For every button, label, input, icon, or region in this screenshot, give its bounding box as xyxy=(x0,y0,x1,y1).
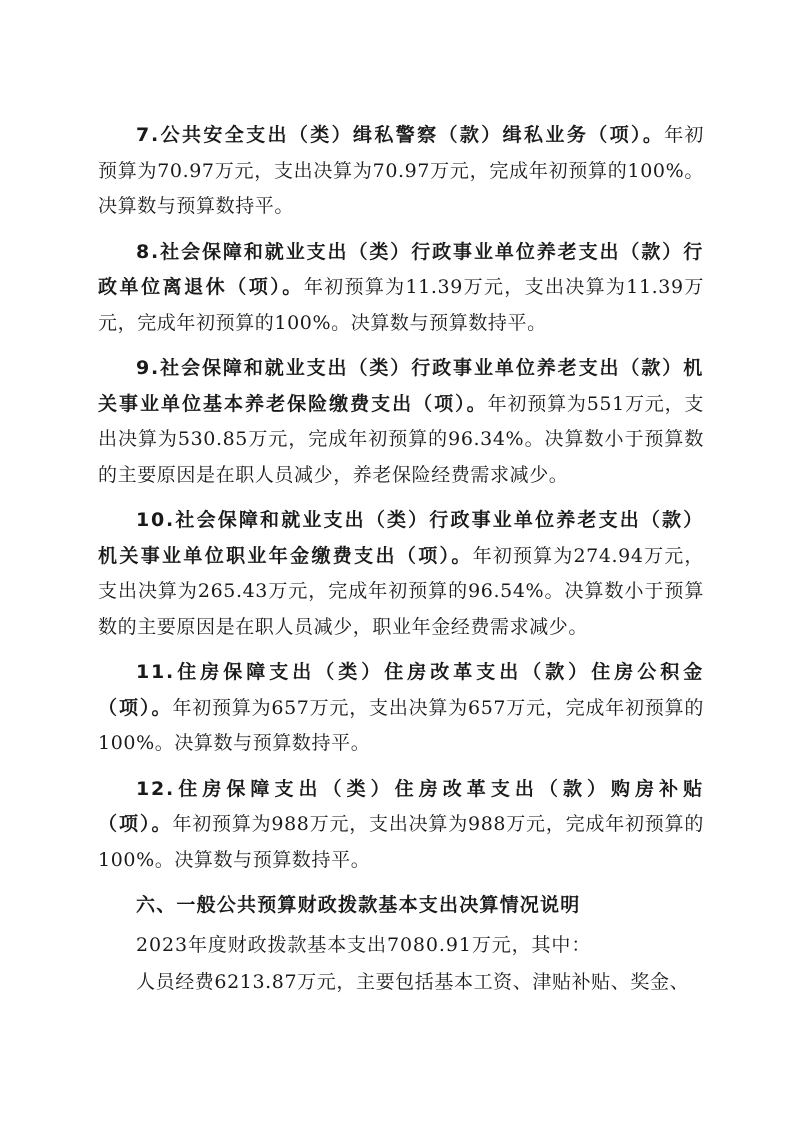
item-heading: 8.社会保障和就业支出（类）行政事业单位养老支出（款）行政单位离退休（项）。 xyxy=(98,240,704,298)
budget-item-10 xyxy=(98,503,704,645)
item-text: 年初预算为657万元，支出决算为657万元，完成年初预算的100%。决算数与预算数持平。 xyxy=(98,696,704,754)
item-heading: 7.公共安全支出（类）缉私警察（款）缉私业务（项）。 xyxy=(136,124,665,146)
personnel-line: 人员经费6213.87万元，主要包括基本工资、津贴补贴、奖金、 xyxy=(136,971,690,993)
item-heading: 12.住房保障支出（类）住房改革支出（款）购房补贴（项）。 xyxy=(98,777,704,835)
summary-line: 2023年度财政拨款基本支出7080.91万元，其中： xyxy=(136,933,592,956)
budget-item-11 xyxy=(98,655,704,762)
budget-item-9 xyxy=(98,351,704,493)
item-heading: 9.社会保障和就业支出（类）行政事业单位养老支出（款）机关事业单位基本养老保险缴费支出（项）。 xyxy=(98,357,704,415)
budget-item-12 xyxy=(98,772,704,879)
budget-item-7 xyxy=(98,118,704,225)
item-text: 年初预算为70.97万元，支出决算为70.97万元，完成年初预算的100%。决算数与预算数持平。 xyxy=(98,124,704,217)
item-text: 年初预算为274.94万元，支出决算为265.43万元，完成年初预算的96.54%。决算数小于预算数的主要原因是在职人员减少，职业年金经费需求减少。 xyxy=(98,544,704,638)
item-text: 年初预算为11.39万元，支出决算为11.39万元，完成年初预算的100%。决算数与预算数持平。 xyxy=(98,276,704,334)
item-text: 年初预算为988万元，支出决算为988万元，完成年初预算的100%。决算数与预算数持平。 xyxy=(98,813,704,871)
section-heading: 六、一般公共预算财政拨款基本支出决算情况说明 xyxy=(136,894,581,916)
item-text: 年初预算为551万元，支出决算为530.85万元，完成年初预算的96.34%。决算数小于预算数的主要原因是在职人员减少，养老保险经费需求减少。 xyxy=(98,392,704,486)
budget-item-8 xyxy=(98,235,704,342)
document-body xyxy=(98,118,704,1001)
item-heading: 10.社会保障和就业支出（类）行政事业单位养老支出（款）机关事业单位职业年金缴费支出（项）。 xyxy=(98,509,704,567)
item-heading: 11.住房保障支出（类）住房改革支出（款）住房公积金（项）。 xyxy=(98,661,704,719)
